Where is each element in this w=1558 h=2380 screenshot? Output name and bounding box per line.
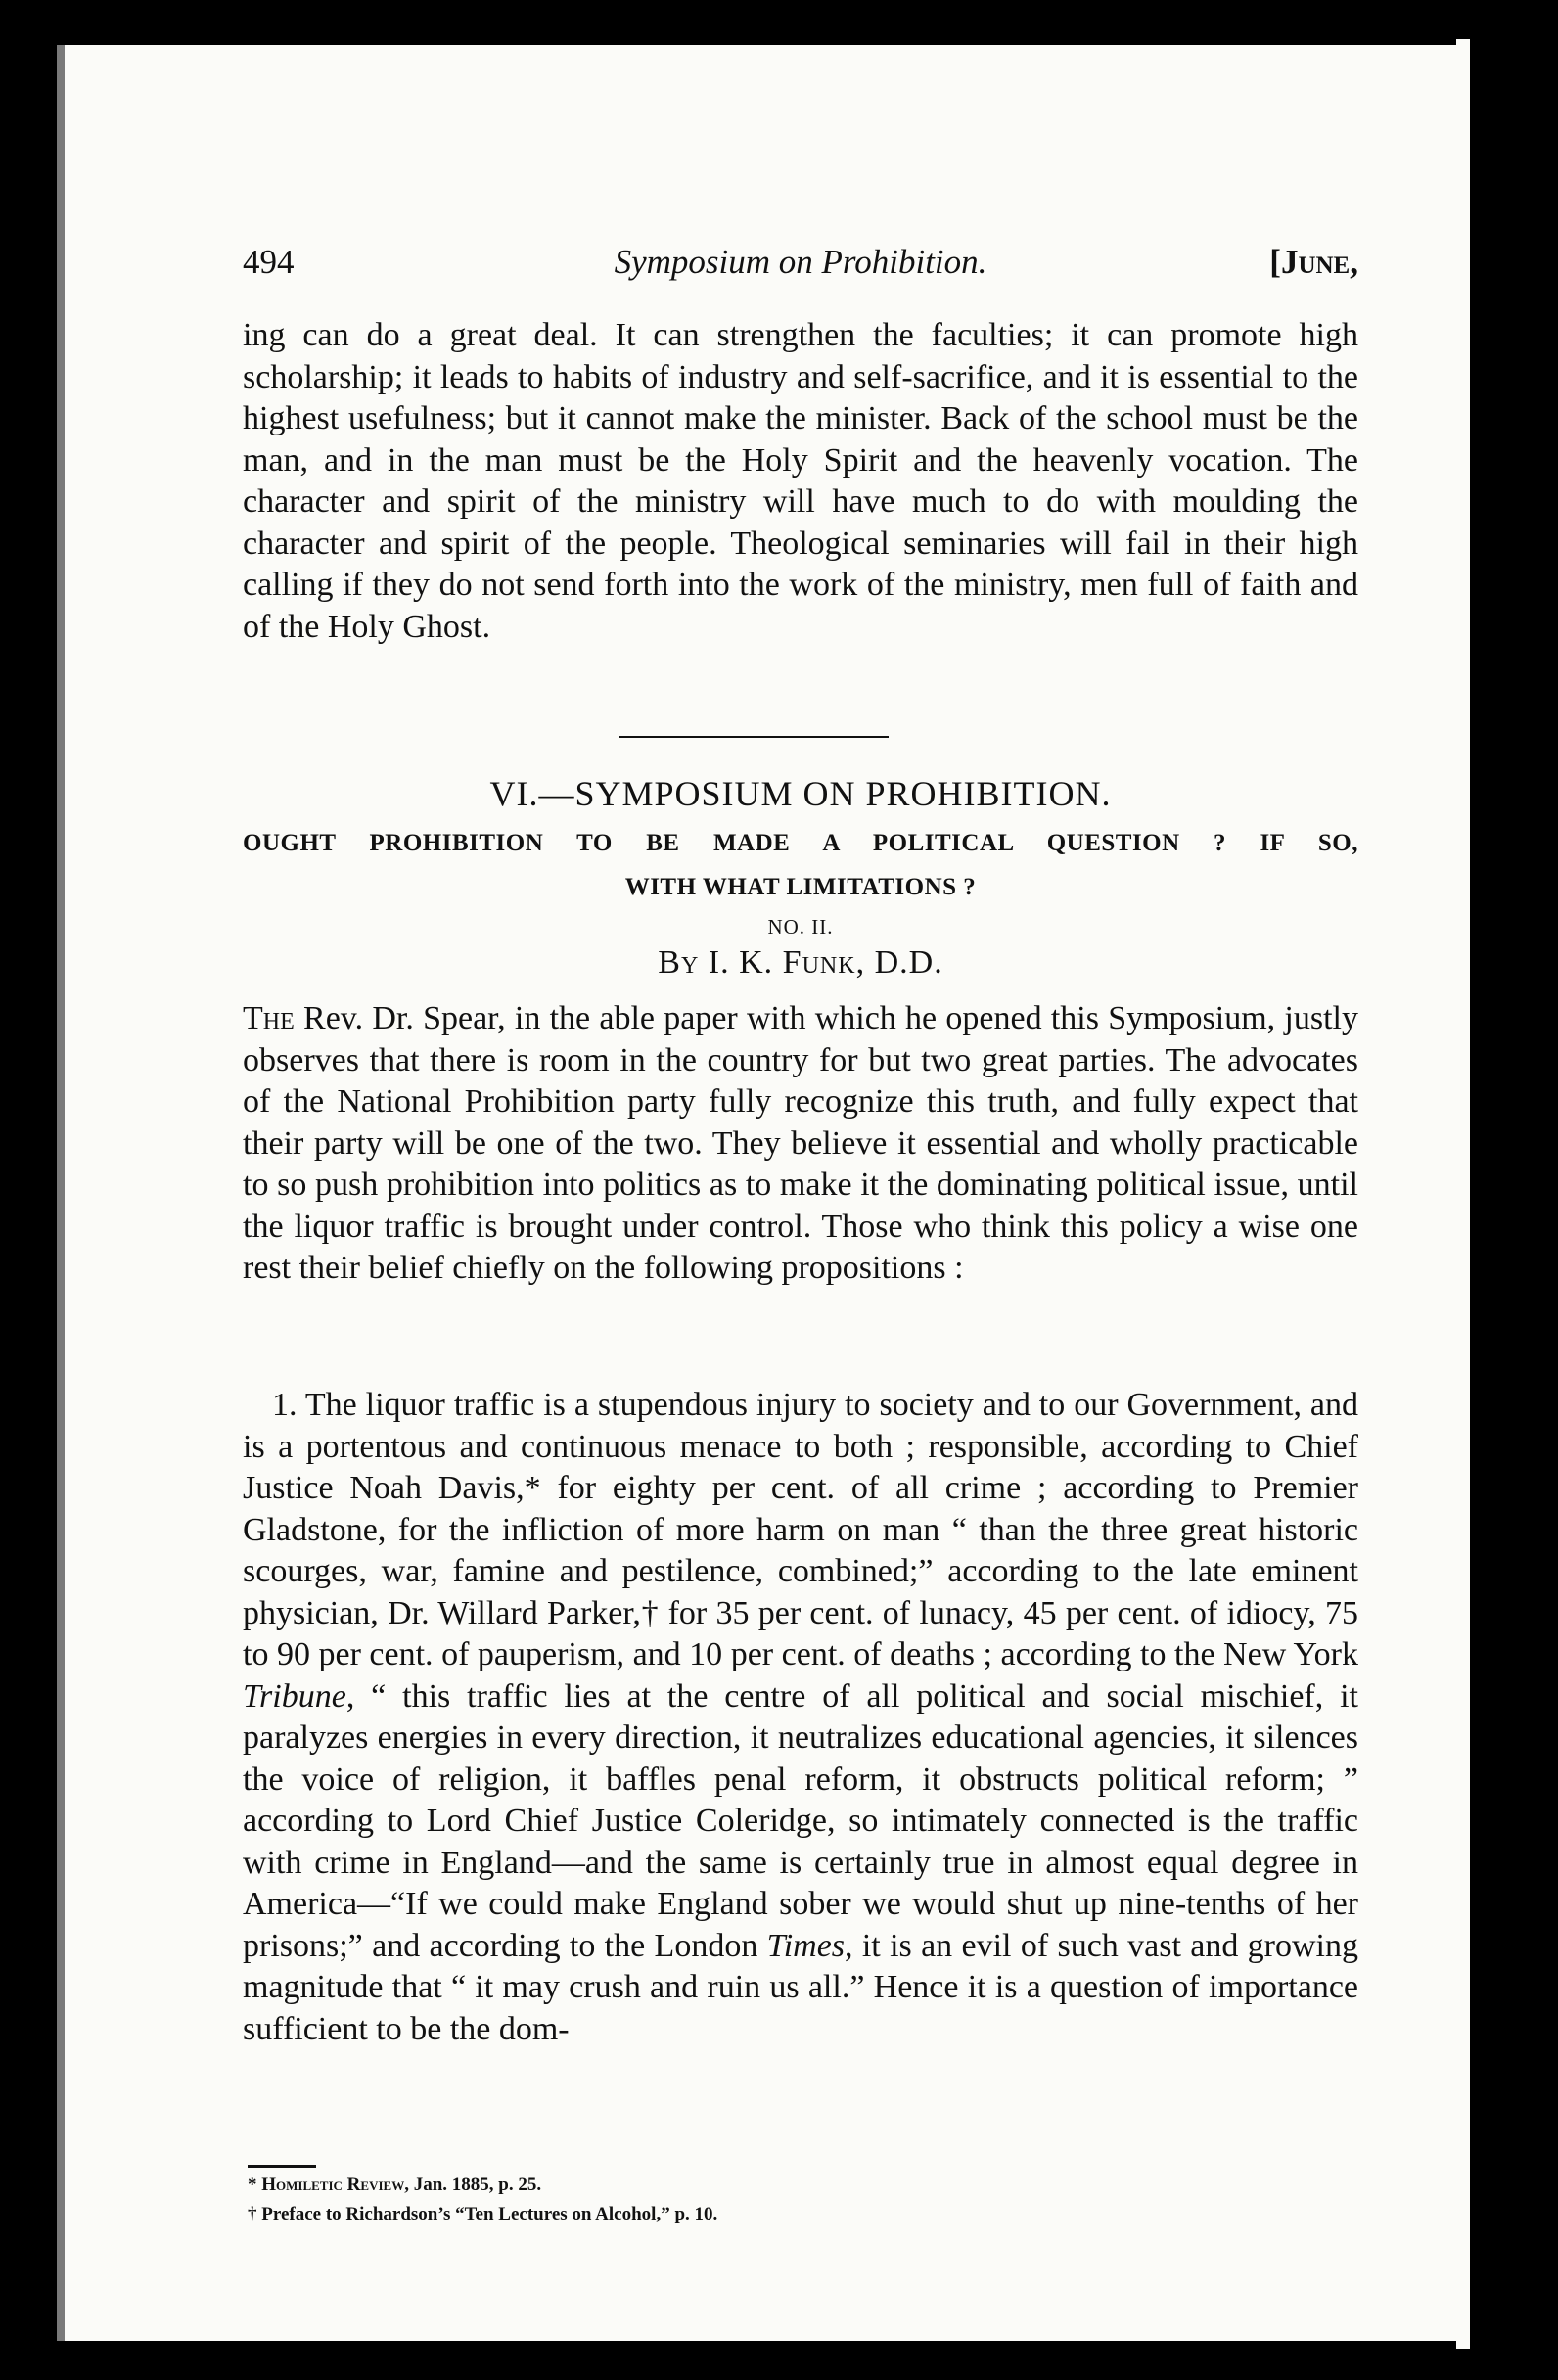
footnote-2: † Preface to Richardson’s “Ten Lectures on Alcohol,” p. 10. [248,2204,718,2224]
proposition-text-part1: 1. The liquor traffic is a stupendous injury to society and to our Government, and is a portentous and continuous menace to both ; responsible, according to Chief Justice Noah Davis,* for eighty per cent. of all crime ; according to Premier Gladstone, for the infliction of more harm on man “ than the three great historic scourges, war, famine and pestilence, combined;” according to the late eminent physician, Dr. Willard Parker,† for 35 per cent. of lunacy, 45 per cent. of idiocy, 75 to 90 per cent. of pauperism, and 10 per cent. of deaths ; according to the New York [243,1387,1358,1672]
times-title: Times [766,1927,846,1964]
page-number: 494 [243,243,295,281]
section-title: VI.—SYMPOSIUM ON PROHIBITION. [489,774,1112,813]
running-title: Symposium on Prohibition. [614,243,987,281]
footnote-1-mark: * [248,2174,262,2195]
footnote-1-citation: , Jan. 1885, p. 25. [404,2174,542,2195]
section-question-line2: WITH WHAT LIMITATIONS ? [624,874,977,900]
paragraph-intro [243,998,1358,1290]
author-byline: By I. K. Funk, D.D. [658,944,943,981]
running-header [243,243,1358,292]
header-month: [June, [1269,243,1358,281]
proposition-text-part3: , it is an evil of such vast and growing magnitude that “ it may crush and ruin us all.” Hence it is a question of importance sufficient to be the dom- [243,1927,1358,2047]
footnote-rule [248,2165,316,2168]
section-divider [619,736,889,738]
paragraph-lead-word: The [243,1000,295,1036]
proposition-text-part2: , “ this traffic lies at the centre of all political and social mischief, it paralyzes energies in every direction, it neutralizes educational agencies, it silences the voice of religion, it baffles penal reform, it obstructs political reform; ” according to Lord Chief Justice Coleridge, so intimately connected is the traffic with crime in England—and the same is certainly true in almost equal degree in America—“If we could make England sober we would shut up nine-tenths of her prisons;” and according to the London [243,1677,1358,1964]
facing-page-edge [1456,39,1470,2349]
footnote-1-journal: Homiletic Review [261,2174,405,2195]
tribune-title: Tribune [243,1677,346,1715]
section-question-line1: OUGHT PROHIBITION TO BE MADE A POLITICAL QUESTION ? IF SO, [243,830,1358,856]
paragraph-continuation: ing can do a great deal. It can strengthen the faculties; it can promote high scholarship; it leads to habits of industry and self-sacrifice, and it is essential to the highest usefulness; but it cannot make the minister. Back of the school must be the man, and in the man must be the Holy Spirit and the heavenly vocation. The character and spirit of the ministry will have much to do with moulding the character and spirit of the people. Theological seminaries will fail in their high calling if they do not send forth into the work of the ministry, men full of faith and of the Holy Ghost. [243,317,1358,645]
paragraph-intro-text: Rev. Dr. Spear, in the able paper with which he opened this Symposium, justly observes that there is room in the country for but two great parties. The advocates of the National Prohibition party fully recognize this truth, and fully expect that their party will be one of the two. They believe it essential and wholly practicable to so push prohibition into politics as to make it the dominating political issue, until the liquor traffic is brought under control. Those who think this policy a wise one rest their belief chiefly on the following propositions : [243,1000,1358,1286]
paragraph-proposition-1 [243,1385,1358,2050]
footnote-1 [248,2174,1324,2196]
symposium-number: NO. II. [767,915,834,938]
